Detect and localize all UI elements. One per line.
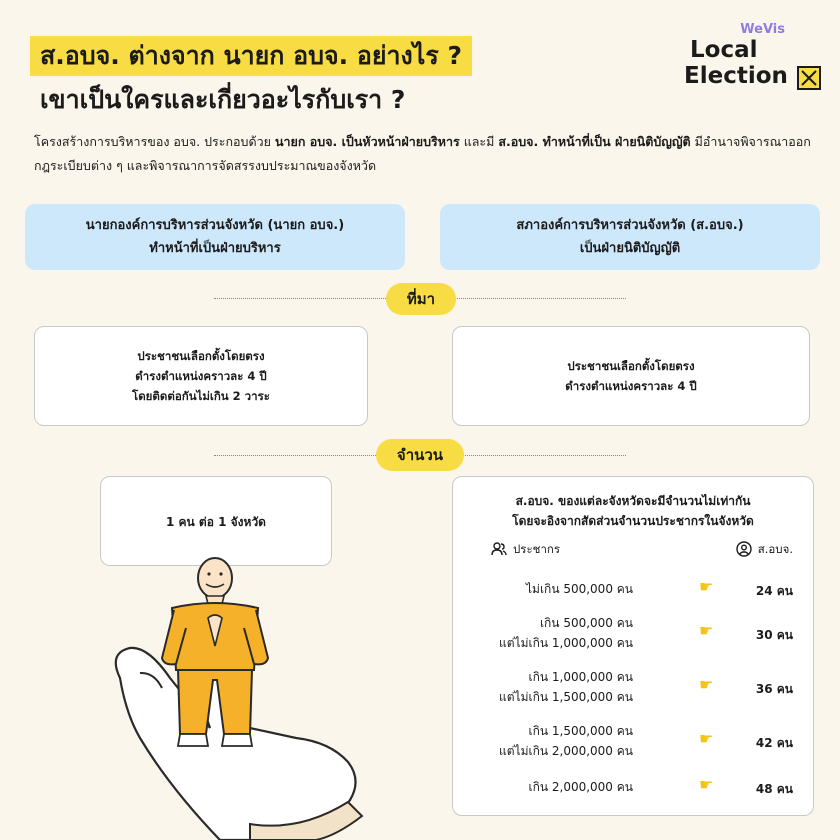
people-icon: [491, 541, 507, 557]
population-range-line: เกิน 1,500,000 คน: [528, 724, 633, 738]
population-range: [499, 667, 633, 707]
mayor-header-role: ทำหน้าที่เป็นฝ่ายบริหาร: [149, 241, 281, 256]
page-subtitle: เขาเป็นใครและเกี่ยวอะไรกับเรา ?: [40, 85, 406, 114]
ballot-box-icon: [797, 66, 821, 90]
card-text: ดำรงตำแหน่งคราวละ 4 ปี: [135, 369, 267, 383]
person-circle-icon: [736, 541, 752, 557]
table-row: [453, 667, 813, 711]
population-column-label: ประชากร: [513, 542, 561, 556]
pointing-hand-icon: ☛: [699, 577, 714, 596]
council-origin-card: [452, 326, 810, 426]
council-header-role: เป็นฝ่ายนิติบัญญัติ: [579, 241, 681, 256]
mayor-count-card: 1 คน ต่อ 1 จังหวัด: [100, 476, 332, 566]
mayor-header-title: นายกองค์การบริหารส่วนจังหวัด (นายก อบจ.): [85, 218, 345, 233]
logo-word-election: Election: [684, 63, 788, 89]
mayor-header: [25, 204, 405, 270]
intro-bold-council: ส.อบจ. ทำหน้าที่เป็น ฝ่ายนิติบัญญัติ: [498, 134, 691, 149]
logo-word-local: Local: [690, 37, 758, 63]
seat-count: 48 คน: [755, 782, 793, 796]
population-range-line: ไม่เกิน 500,000 คน: [526, 582, 633, 596]
population-range: [528, 777, 633, 797]
intro-text: โครงสร้างการบริหารของ อบจ. ประกอบด้วย: [34, 134, 275, 149]
seat-count: 24 คน: [755, 584, 793, 598]
population-range: [526, 579, 633, 599]
seat-count: 30 คน: [755, 628, 793, 642]
section-origin-label: ที่มา: [386, 283, 456, 315]
intro-paragraph: [34, 130, 814, 178]
seat-count: 36 คน: [755, 682, 793, 696]
seat-count: 42 คน: [755, 736, 793, 750]
card-text: โดยติดต่อกันไม่เกิน 2 วาระ: [132, 389, 270, 403]
pointing-hand-icon: ☛: [699, 675, 714, 694]
council-header-title: สภาองค์การบริหารส่วนจังหวัด (ส.อบจ.): [516, 218, 744, 233]
local-election-logo: [680, 22, 825, 96]
population-range-line: แต่ไม่เกิน 1,000,000 คน: [499, 636, 633, 650]
population-range: [499, 613, 633, 653]
table-row: [453, 721, 813, 765]
pointing-hand-icon: ☛: [699, 621, 714, 640]
seats-heading-line: โดยจะอิงจากสัดส่วนจำนวนประชากรในจังหวัด: [512, 514, 754, 528]
section-count-label: จำนวน: [376, 439, 464, 471]
seats-card-heading: [453, 491, 813, 531]
population-range-line: เกิน 2,000,000 คน: [528, 780, 633, 794]
card-text: ประชาชนเลือกตั้งโดยตรง: [137, 349, 265, 363]
seats-heading-line: ส.อบจ. ของแต่ละจังหวัดจะมีจำนวนไม่เท่ากัน: [515, 494, 751, 508]
intro-text: มีอำนาจพิจารณาออกกฎระเบียบต่าง ๆ และพิจารณาการจัดสรรงบประมาณของจังหวัด: [34, 134, 811, 173]
population-range: [499, 721, 633, 761]
table-row: [453, 777, 813, 821]
population-range-line: แต่ไม่เกิน 2,000,000 คน: [499, 744, 633, 758]
pointing-hand-icon: ☛: [699, 775, 714, 794]
intro-bold-mayor: นายก อบจ. เป็นหัวหน้าฝ่ายบริหาร: [274, 134, 460, 149]
council-seats-card: [452, 476, 814, 816]
hand-holding-leader-illustration: [100, 548, 400, 840]
card-text: ประชาชนเลือกตั้งโดยตรง: [567, 359, 695, 373]
council-header: [440, 204, 820, 270]
population-range-line: เกิน 1,000,000 คน: [528, 670, 633, 684]
card-text: ดำรงตำแหน่งคราวละ 4 ปี: [565, 379, 697, 393]
population-range-line: เกิน 500,000 คน: [539, 616, 633, 630]
pointing-hand-icon: ☛: [699, 729, 714, 748]
wevis-logo-text: WeVis: [740, 22, 785, 37]
members-column-header: [736, 539, 793, 559]
page-title: ส.อบจ. ต่างจาก นายก อบจ. อย่างไร ?: [30, 36, 472, 76]
intro-text: และมี: [459, 134, 499, 149]
members-column-label: ส.อบจ.: [757, 542, 793, 556]
population-column-header: [491, 539, 560, 559]
population-range-line: แต่ไม่เกิน 1,500,000 คน: [499, 690, 633, 704]
table-row: [453, 613, 813, 657]
mayor-origin-card: [34, 326, 368, 426]
